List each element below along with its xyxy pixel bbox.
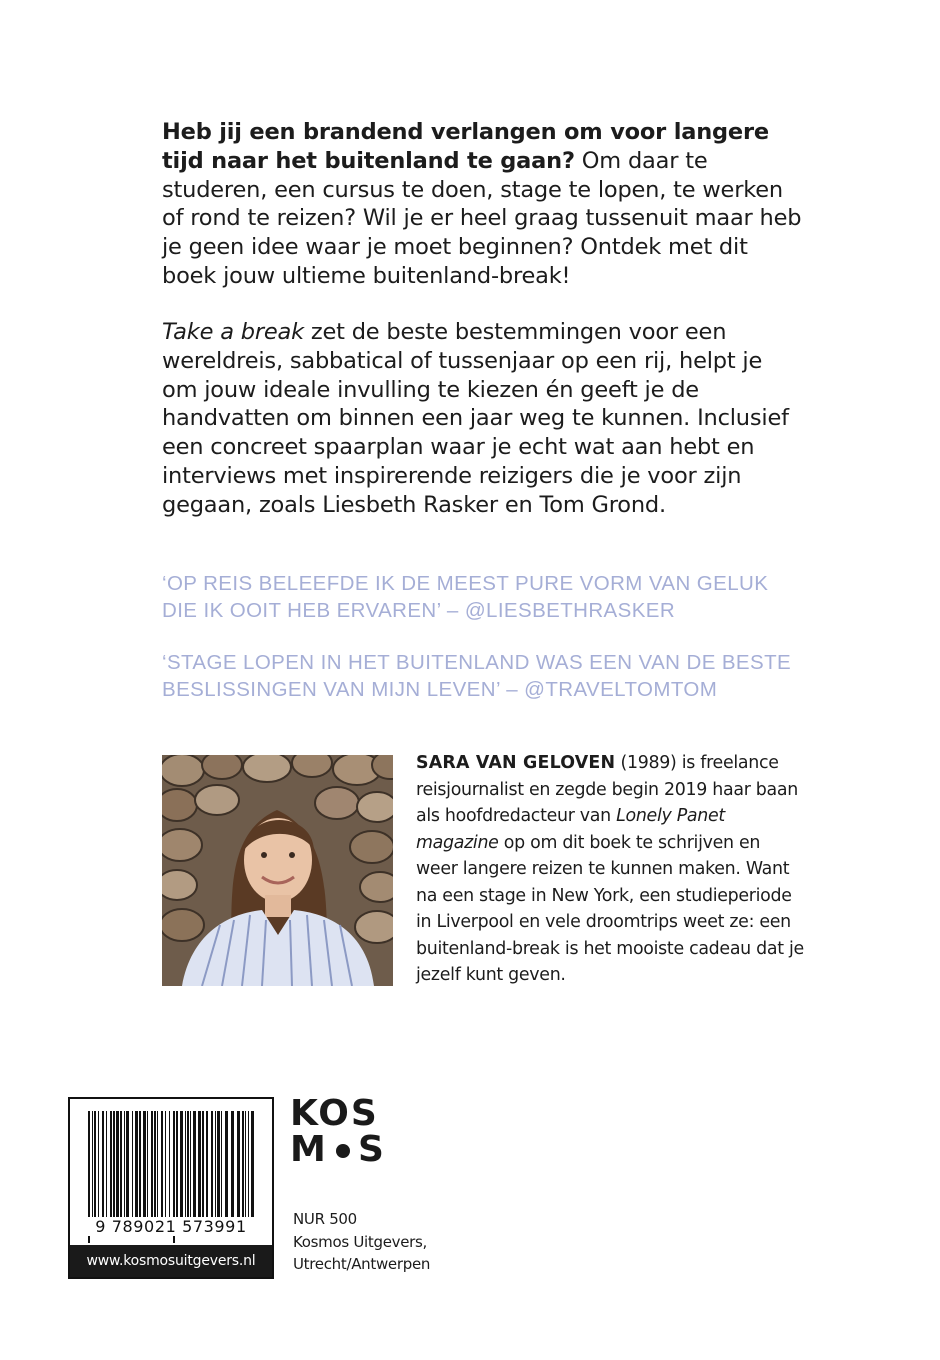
- summary-paragraph: [162, 318, 802, 520]
- author-bio: [416, 750, 806, 989]
- imprint: [293, 1208, 513, 1276]
- quote-liesbeth: ‘OP REIS BELEEFDE IK DE MEEST PURE VORM VAN GELUK DIE IK OOIT HEB ERVAREN’ – @LIESBETHRASKER: [162, 572, 769, 622]
- isbn-number: 9 789021 573991: [70, 1217, 272, 1236]
- publisher-name: Kosmos Uitgevers,: [293, 1232, 427, 1251]
- barcode-panel: [68, 1097, 274, 1279]
- logo-dot-icon: [336, 1144, 350, 1158]
- intro-paragraph: [162, 118, 802, 291]
- logo-letter-s: S: [358, 1129, 386, 1170]
- logo-letter-m: M: [290, 1129, 328, 1170]
- author-bio-text-1: (1989) is freelance reisjournalist en zegde begin 2019 haar baan als hoofdredacteur van: [416, 753, 798, 826]
- quote-tomtom: ‘STAGE LOPEN IN HET BUITENLAND WAS EEN VAN DE BESTE BESLISSINGEN VAN MIJN LEVEN’ – @TRAVELTOMTOM: [162, 651, 792, 701]
- publisher-website: www.kosmosuitgevers.nl: [70, 1245, 272, 1277]
- author-bio-text-2: op om dit boek te schrijven en weer langere reizen te kunnen maken. Want na een stage in New York, een studieperiode in Liverpool en vele droomtrips weet ze: een buitenland-break is het mooiste cadeau dat je jezelf kunt geven.: [416, 832, 804, 985]
- nur-code: NUR 500: [293, 1210, 357, 1228]
- kosmos-logo: [290, 1093, 400, 1170]
- intro-lead: Heb jij een brandend verlangen om voor langere tijd naar het buitenland te gaan?: [162, 119, 769, 174]
- book-title: Take a break: [162, 319, 304, 345]
- author-name: SARA VAN GELOVEN: [416, 753, 616, 773]
- magazine-title: Lonely Panet magazine: [416, 806, 725, 853]
- intro-text: Om daar te studeren, een cursus te doen, stage te lopen, te werken of rond te reizen? Wil je er heel graag tussenuit maar heb je geen idee waar je moet beginnen? Ontdek met dit boek jouw ultieme buitenland-break!: [162, 147, 802, 289]
- author-photo: [162, 755, 393, 986]
- logo-top-text: KOS: [290, 1093, 379, 1134]
- publisher-location: Utrecht/Antwerpen: [293, 1255, 431, 1273]
- summary-text: zet de beste bestemmingen voor een wereldreis, sabbatical of tussenjaar op een rij, helpt je om jouw ideale invulling te kiezen én geeft je de handvatten om binnen een jaar weg te kunnen. Inclusief een concreet spaarplan waar je echt wat aan hebt en interviews met inspirerende reizigers die je voor zijn gegaan, zoals Liesbeth Rasker en Tom Grond.: [162, 319, 789, 518]
